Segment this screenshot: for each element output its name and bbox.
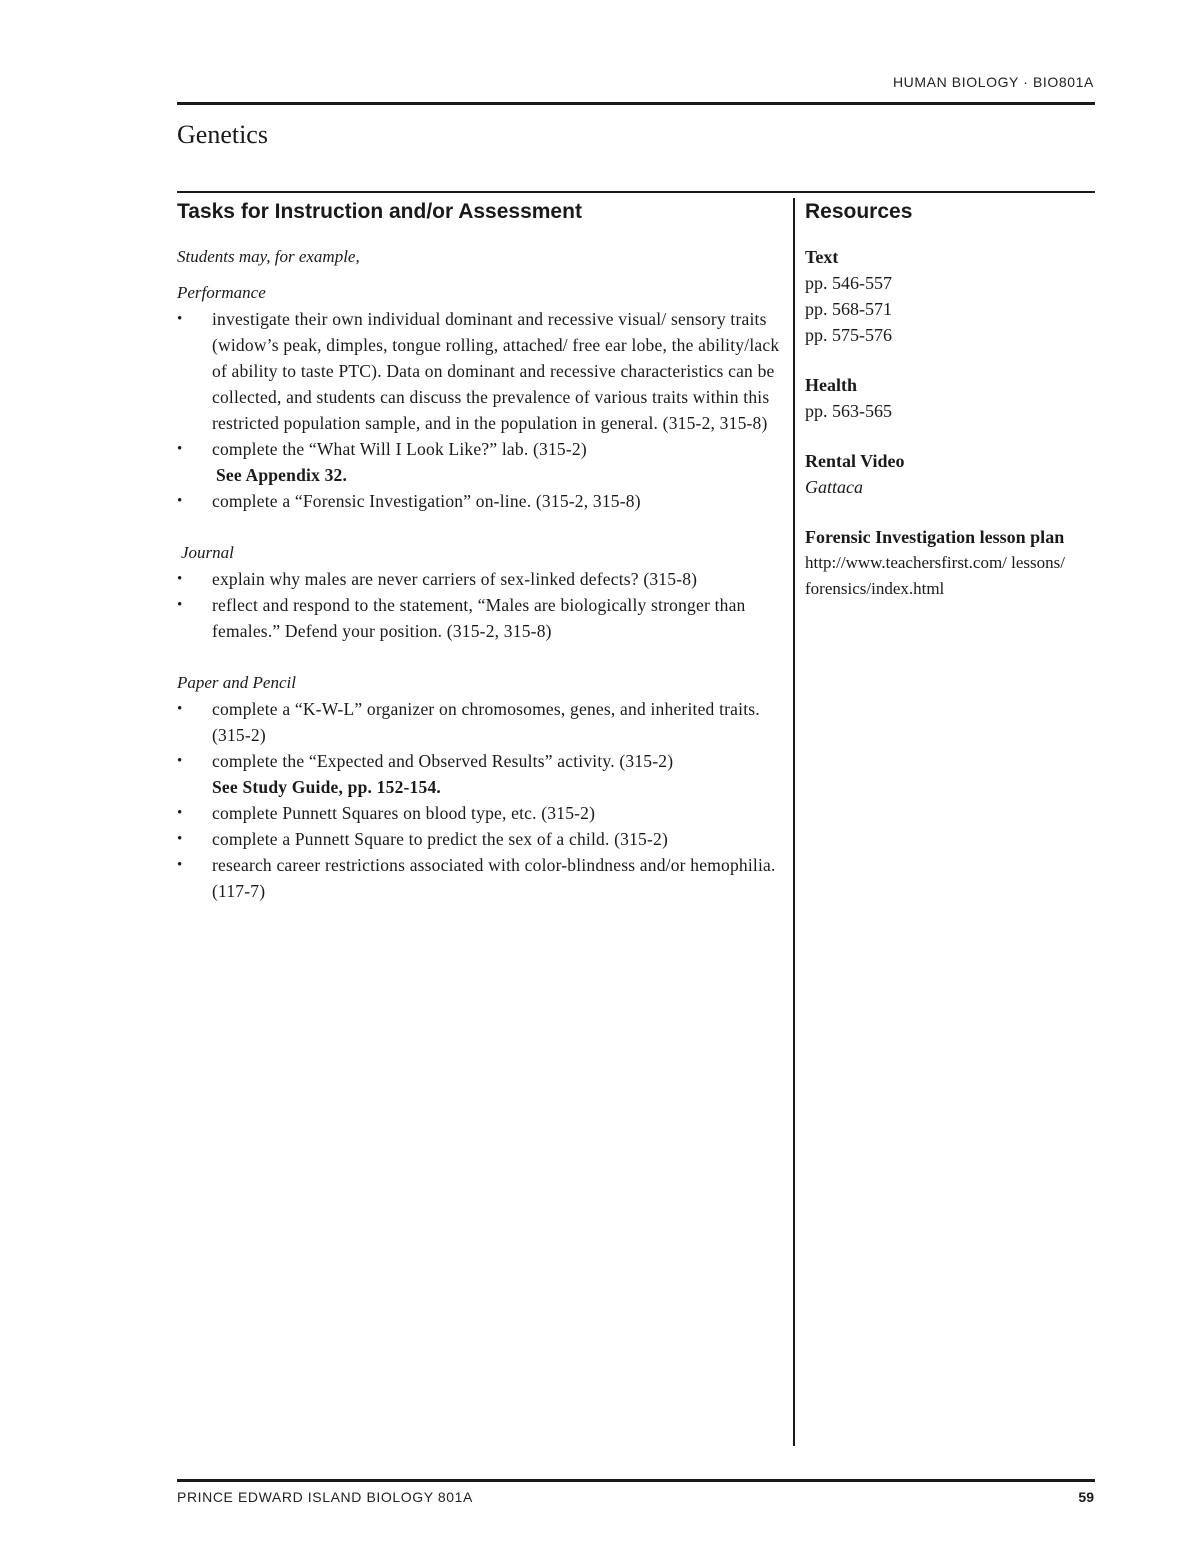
page-range: pp. 563-565 bbox=[805, 401, 892, 421]
task-group-journal bbox=[177, 540, 782, 644]
bullet-icon: • bbox=[177, 311, 183, 327]
resource-rental-video bbox=[805, 448, 1095, 500]
list-item bbox=[177, 852, 782, 904]
bullet-icon: • bbox=[177, 571, 183, 587]
tasks-column bbox=[177, 200, 782, 930]
bullet-icon: • bbox=[177, 441, 183, 457]
page-range: pp. 546-557 bbox=[805, 273, 892, 293]
bullet-icon: • bbox=[177, 701, 183, 717]
tasks-intro: Students may, for example, bbox=[177, 247, 360, 266]
bullet-icon: • bbox=[177, 597, 183, 613]
bottom-rule bbox=[177, 1479, 1095, 1482]
task-reference: See Appendix 32. bbox=[216, 465, 348, 485]
resource-forensic-lesson bbox=[805, 524, 1065, 602]
task-list bbox=[177, 566, 782, 644]
page-range: pp. 568-571 bbox=[805, 299, 892, 319]
task-text: reflect and respond to the statement, “Males are biologically stronger than females.” Defend your position. (315-2, 315-8) bbox=[212, 595, 746, 641]
list-item bbox=[177, 826, 782, 852]
resources-column bbox=[805, 200, 1095, 626]
task-text: complete a Punnett Square to predict the sex of a child. (315-2) bbox=[212, 829, 668, 849]
resource-health bbox=[805, 372, 1095, 424]
section-rule bbox=[177, 191, 1095, 193]
list-item bbox=[177, 696, 782, 748]
task-text: complete Punnett Squares on blood type, etc. (315-2) bbox=[212, 803, 596, 823]
task-group-paper-and-pencil bbox=[177, 670, 782, 904]
resource-title: Text bbox=[805, 247, 839, 267]
resource-title: Health bbox=[805, 375, 857, 395]
task-group-performance bbox=[177, 280, 782, 514]
bullet-icon: • bbox=[177, 831, 183, 847]
task-text: complete the “Expected and Observed Results” activity. (315-2) bbox=[212, 751, 674, 771]
task-text: complete the “What Will I Look Like?” lab. (315-2) bbox=[212, 439, 587, 459]
task-text: research career restrictions associated with color-blindness and/or hemophilia. (117-7) bbox=[212, 855, 776, 901]
resources-heading: Resources bbox=[805, 200, 913, 223]
task-text: explain why males are never carriers of sex-linked defects? (315-8) bbox=[212, 569, 698, 589]
list-item bbox=[177, 436, 782, 488]
bullet-icon: • bbox=[177, 857, 183, 873]
list-item bbox=[177, 488, 782, 514]
page-number: 59 bbox=[1078, 1489, 1094, 1505]
resource-title: Rental Video bbox=[805, 451, 905, 471]
group-title: Journal bbox=[181, 543, 234, 562]
list-item bbox=[177, 306, 782, 436]
tasks-heading: Tasks for Instruction and/or Assessment bbox=[177, 200, 582, 223]
group-title: Paper and Pencil bbox=[177, 673, 296, 692]
list-item bbox=[177, 566, 782, 592]
running-header: HUMAN BIOLOGY · BIO801A bbox=[892, 74, 1094, 90]
page-range: pp. 575-576 bbox=[805, 325, 892, 345]
bullet-icon: • bbox=[177, 805, 183, 821]
resource-title: Forensic Investigation lesson plan bbox=[805, 527, 1065, 547]
column-divider bbox=[793, 198, 795, 1446]
section-title: Genetics bbox=[177, 120, 268, 149]
bullet-icon: • bbox=[177, 753, 183, 769]
list-item bbox=[177, 592, 782, 644]
top-rule bbox=[177, 102, 1095, 105]
list-item bbox=[177, 748, 782, 800]
task-text: investigate their own individual dominant and recessive visual/ sensory traits (widow’s peak, dimples, tongue rolling, attached/ free ear lobe, the ability/lack of ability to taste PTC). Data on dominant and recessive characteristics can be collected, and students can discuss the prevalence of various traits within this restricted population sample, and in the population in general. (315-2, 315-8) bbox=[212, 309, 780, 433]
list-item bbox=[177, 800, 782, 826]
video-name: Gattaca bbox=[805, 477, 863, 497]
resource-text bbox=[805, 244, 1095, 348]
task-list bbox=[177, 306, 782, 514]
bullet-icon: • bbox=[177, 493, 183, 509]
task-list bbox=[177, 696, 782, 904]
task-text: complete a “Forensic Investigation” on-line. (315-2, 315-8) bbox=[212, 491, 641, 511]
task-text: complete a “K-W-L” organizer on chromosomes, genes, and inherited traits. (315-2) bbox=[212, 699, 760, 745]
running-footer: PRINCE EDWARD ISLAND BIOLOGY 801A bbox=[177, 1489, 473, 1505]
resource-url: http://www.teachersfirst.com/ lessons/forensics/index.html bbox=[805, 553, 1065, 598]
group-title: Performance bbox=[177, 283, 266, 302]
task-reference: See Study Guide, pp. 152-154. bbox=[212, 777, 441, 797]
